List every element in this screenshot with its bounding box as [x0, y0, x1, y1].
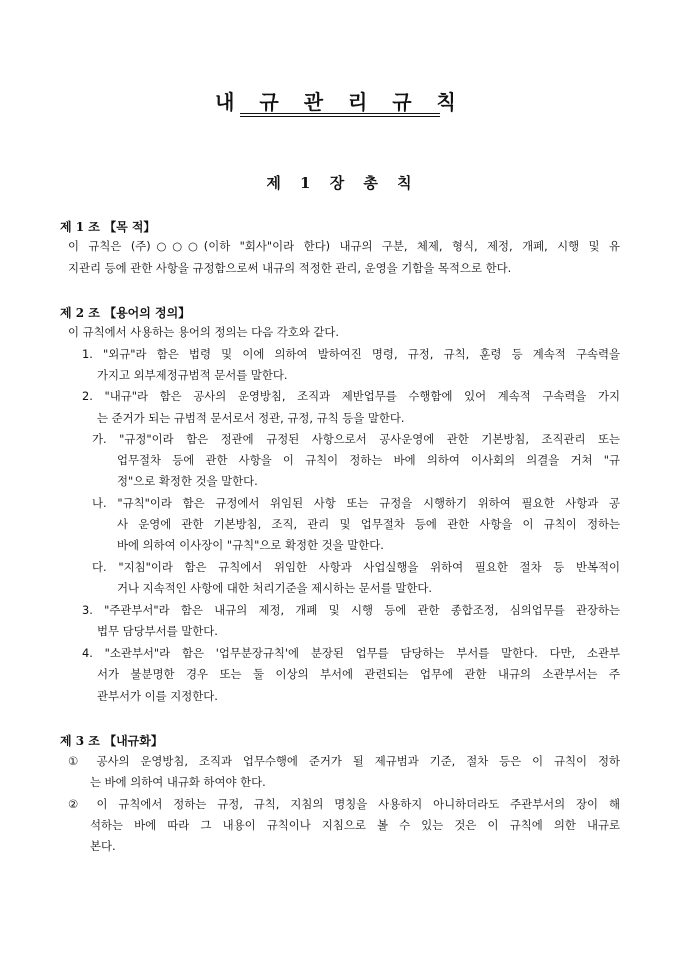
article-2-subitem-na-cont: 사 운영에 관한 기본방침, 조직, 관리 및 업무절차 등에 관한 사항을 이 규칙이 정하는: [117, 517, 620, 531]
article-2-subitem-ga-cont: 정"으로 확정한 것을 말한다.: [117, 474, 258, 488]
document-title: 내 규 관 리 규 칙: [215, 90, 465, 114]
article-2-heading: 제 2 조 【용어의 정의】: [60, 306, 191, 320]
article-2-subitem-ga: 가. "규정"이라 함은 정관에 규정된 사항으로서 공사운영에 관한 기본방침, 조직관리 또는: [92, 432, 620, 446]
article-2-item-4-cont: 서가 불분명한 경우 또는 둘 이상의 부서에 관련되는 업무에 관한 내규의 소관부서는 주: [97, 667, 620, 681]
article-1-line: 이 규칙은 (주)○○○(이하 "회사"이라 한다) 내규의 구분, 체제, 형식, 제정, 개폐, 시행 및 유: [68, 239, 620, 253]
article-3-heading: 제 3 조 【내규화】: [60, 734, 163, 748]
article-2-item-3: 3. "주관부서"라 함은 내규의 제정, 개폐 및 시행 등에 관한 종합조정, 심의업무를 관장하는: [82, 603, 620, 617]
article-3-clause-2-cont: 석하는 바에 따라 그 내용이 규칙이나 지침으로 볼 수 있는 것은 이 규칙에 의한 내규로: [90, 818, 620, 832]
article-2-subitem-na: 나. "규칙"이라 함은 규정에서 위임된 사항 또는 규정을 시행하기 위하여 필요한 사항과 공: [92, 496, 620, 510]
chapter-heading: 제 1 장 총 칙: [266, 174, 414, 192]
article-3-clause-1: ① 공사의 운영방침, 조직과 업무수행에 준거가 될 제규범과 기준, 절차 등은 이 규칙이 정하: [68, 754, 620, 768]
article-1-heading: 제 1 조 【목 적】: [60, 220, 156, 234]
article-2-line: 이 규칙에서 사용하는 용어의 정의는 다음 각호와 같다.: [68, 325, 340, 339]
article-1-line: 지관리 등에 관한 사항을 규정함으로써 내규의 적정한 관리, 운영을 기함을 목적으로 한다.: [68, 261, 512, 275]
article-3-clause-2-cont: 본다.: [90, 839, 116, 853]
article-2-subitem-ga-cont: 업무절차 등에 관한 사항을 이 규칙이 정하는 바에 의하여 이사회의 의결을 거쳐 "규: [117, 453, 620, 467]
article-2-item-1: 1. "외규"라 함은 법령 및 이에 의하여 발하여진 명령, 규정, 규칙, 훈령 등 계속적 구속력을: [82, 347, 620, 361]
title-underline: [240, 113, 440, 114]
title-underline-2: [240, 116, 440, 117]
article-2-subitem-da-cont: 거나 지속적인 사항에 대한 처리기준을 제시하는 문서를 말한다.: [117, 581, 433, 595]
article-3-clause-2: ② 이 규칙에서 정하는 규정, 규칙, 지침의 명칭을 사용하지 아니하더라도 주관부서의 장이 해: [68, 797, 620, 811]
article-2-item-3-cont: 법무 담당부서를 말한다.: [97, 624, 218, 638]
article-2-item-4: 4. "소관부서"라 함은 '업무분장규칙'에 분장된 업무를 담당하는 부서를 말한다. 다만, 소관부: [82, 646, 620, 660]
article-2-item-1-cont: 가지고 외부제정규범적 문서를 말한다.: [97, 368, 288, 382]
article-2-subitem-da: 다. "지침"이라 함은 규칙에서 위임한 사항과 사업실행을 위하여 필요한 절차 등 반복적이: [92, 560, 620, 574]
article-2-item-4-cont: 관부서가 이를 지정한다.: [97, 689, 218, 703]
article-3-clause-1-cont: 는 바에 의하여 내규화 하여야 한다.: [90, 775, 266, 789]
article-2-item-2-cont: 는 준거가 되는 규범적 문서로서 정관, 규정, 규칙 등을 말한다.: [97, 411, 405, 425]
article-2-item-2: 2. "내규"라 함은 공사의 운영방침, 조직과 제반업무를 수행함에 있어 계속적 구속력을 가지: [82, 389, 620, 403]
article-2-subitem-na-cont: 바에 의하여 이사장이 "규칙"으로 확정한 것을 말한다.: [117, 538, 384, 552]
